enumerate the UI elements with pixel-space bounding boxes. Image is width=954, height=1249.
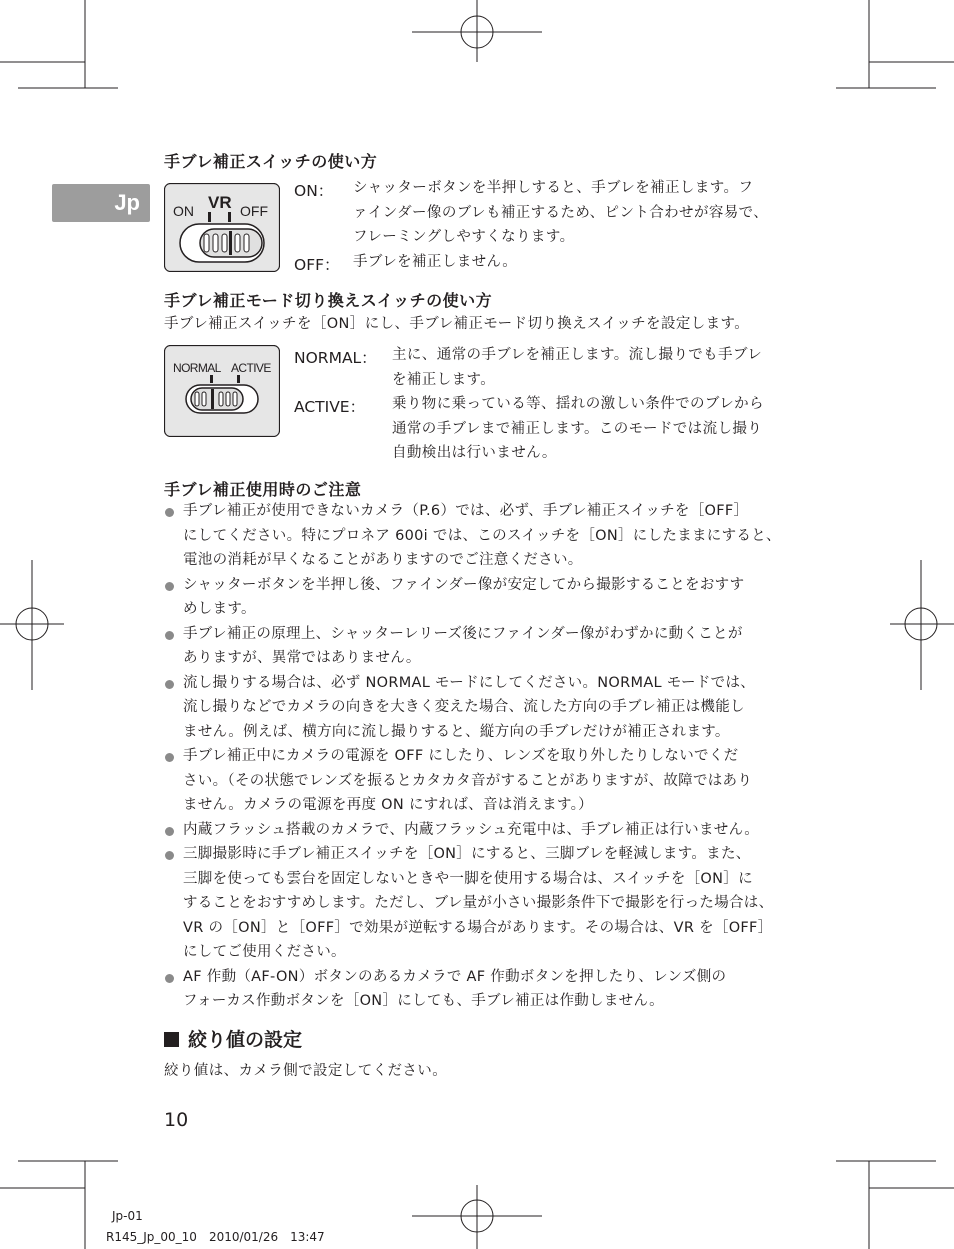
- vr-switch-heading: 手ブレ補正スイッチの使い方: [164, 152, 378, 171]
- notes-heading: 手ブレ補正使用時のご注意: [164, 480, 362, 499]
- mode-switch-illustration: [164, 345, 280, 437]
- mode-switch-intro: 手ブレ補正スイッチを［ON］にし、手ブレ補正モード切り換えスイッチを設定します。: [164, 316, 750, 332]
- aperture-heading: 絞り値の設定: [164, 1025, 302, 1052]
- switch-label-active: ACTIVE: [231, 361, 271, 375]
- list-item: 手ブレ補正の原理上、シャッターレリーズ後にファインダー像がわずかに動くことが ありますが、異常ではありません。: [164, 622, 810, 671]
- list-item: AF 作動（AF-ON）ボタンのあるカメラで AF 作動ボタンを押したり、レンズ側の フォーカス作動ボタンを［ON］にしても、手ブレ補正は作動しません。: [164, 965, 810, 1014]
- list-item: 三脚撮影時に手ブレ補正スイッチを［ON］にすると、三脚ブレを軽減します。また、 三脚を使っても雲台を固定しないときや一脚を使用する場合は、スイッチを［ON］に することをおすすめします。ただし、ブレ量が小さい撮影条件下で撮影を行った場合は、 VR の［ON］と［OFF］で効果が逆転する場合があります。その場合は、VR を［OFF］ にしてご使用ください。: [164, 842, 810, 965]
- vr-switch-illustration: [164, 183, 280, 272]
- notes-list: [164, 499, 810, 1014]
- aperture-text: 絞り値は、カメラ側で設定してください。: [164, 1063, 448, 1079]
- on-description: シャッターボタンを半押しすると、手ブレを補正します。フ ァインダー像のブレも補正するため、ピント合わせが容易で、 フレーミングしやすくなります。: [353, 180, 769, 245]
- off-label: OFF：: [294, 256, 340, 274]
- page-number: 10: [164, 1109, 189, 1131]
- switch-label-off: OFF: [240, 203, 268, 219]
- switch-label-on: ON: [173, 203, 194, 219]
- list-item: 内蔵フラッシュ搭載のカメラで、内蔵フラッシュ充電中は、手ブレ補正は行いません。: [164, 818, 810, 843]
- off-description: 手ブレを補正しません。: [353, 254, 518, 270]
- footer-file-info: R145_Jp_00_10 2010/01/26 13:47: [106, 1230, 325, 1244]
- square-bullet-icon: [164, 1032, 179, 1047]
- active-label: ACTIVE：: [294, 398, 366, 416]
- mode-switch-heading: 手ブレ補正モード切り換えスイッチの使い方: [164, 291, 493, 310]
- list-item: シャッターボタンを半押し後、ファインダー像が安定してから撮影することをおすす めします。: [164, 573, 810, 622]
- list-item: 手ブレ補正が使用できないカメラ（P.6）では、必ず、手ブレ補正スイッチを［OFF］ にしてください。特にプロネア 600i では、このスイッチを［ON］にしたままにすると、 電池の消耗が早くなることがありますのでご注意ください。: [164, 499, 810, 573]
- active-description: 乗り物に乗っている等、揺れの激しい条件でのブレから 通常の手ブレまで補正します。このモードでは流し撮り 自動検出は行いません。: [392, 396, 764, 461]
- list-item: 手ブレ補正中にカメラの電源を OFF にしたり、レンズを取り外したりしないでくだ さい。（その状態でレンズを振るとカタカタ音がすることがありますが、故障ではあり ません。カメラの電源を再度 ON にすれば、音は消えます。）: [164, 744, 810, 818]
- footer-code: Jp-01: [112, 1209, 143, 1223]
- switch-label-normal: NORMAL: [173, 361, 221, 375]
- switch-label-vr: VR: [208, 193, 232, 212]
- normal-description: 主に、通常の手ブレを補正します。流し撮りでも手ブレ を補正します。: [392, 347, 763, 388]
- normal-label: NORMAL：: [294, 349, 377, 367]
- list-item: 流し撮りする場合は、必ず NORMAL モードにしてください。NORMAL モードでは、 流し撮りなどでカメラの向きを大きく変えた場合、流した方向の手ブレ補正は機能し ません。例えば、横方向に流し撮りすると、縦方向の手ブレだけが補正されます。: [164, 671, 810, 745]
- language-tab: Jp: [52, 184, 150, 222]
- on-label: ON：: [294, 182, 334, 200]
